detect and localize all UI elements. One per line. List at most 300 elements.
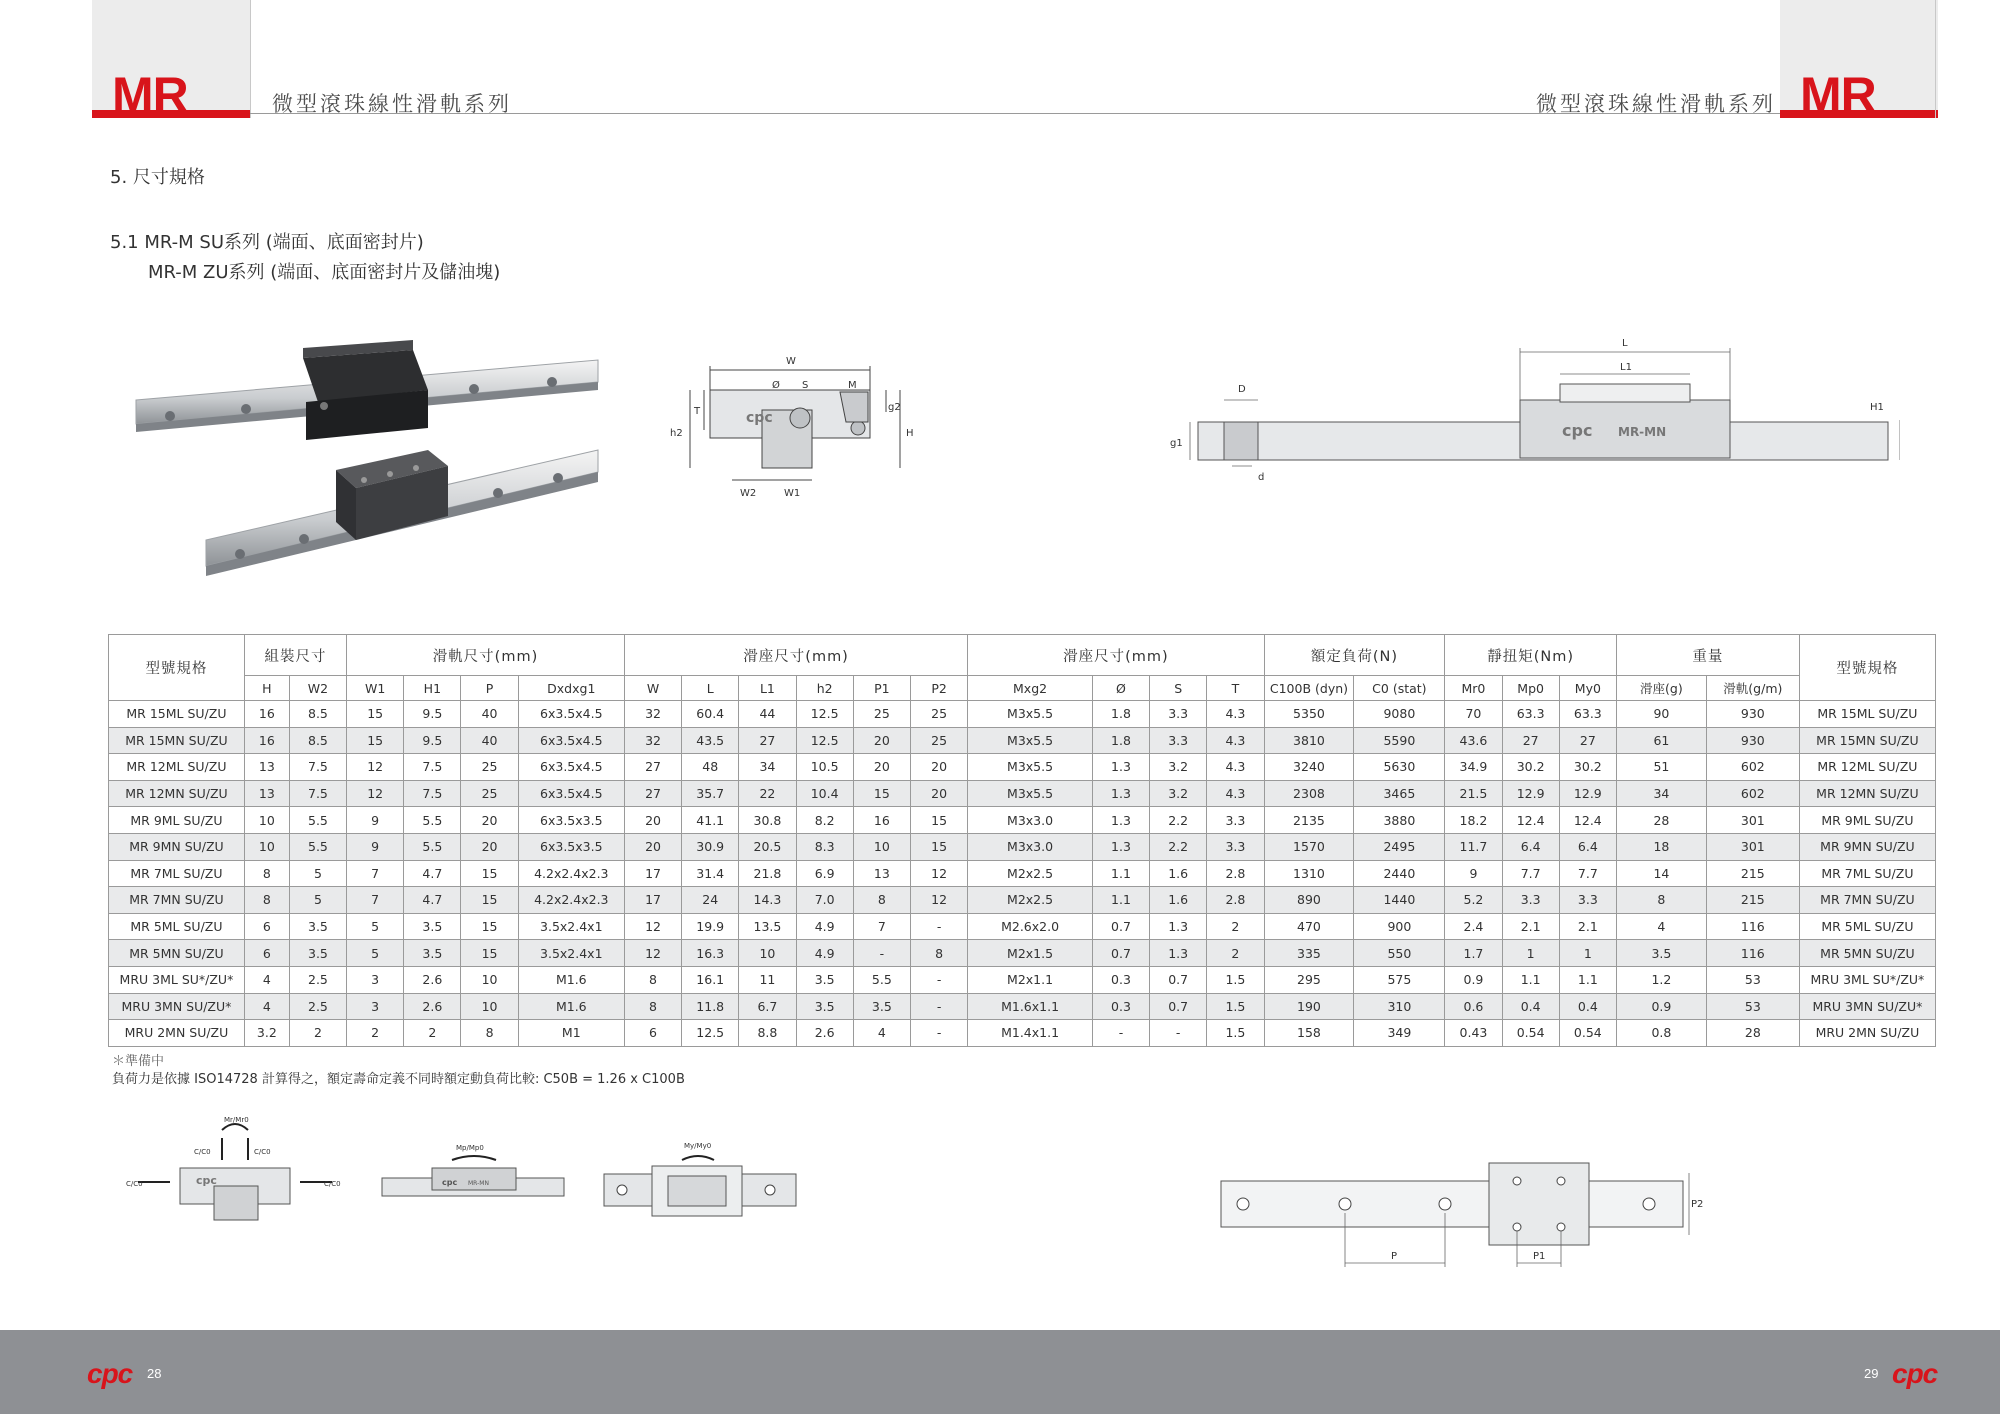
table-cell: 30.8	[739, 807, 796, 834]
col-header: P1	[853, 676, 910, 701]
table-cell: 16.1	[682, 966, 739, 993]
table-cell: 14.3	[739, 887, 796, 914]
note-load-basis: 負荷力是依據 ISO14728 計算得之，額定壽命定義不同時額定動負荷比較: C50B = 1.26 x C100B	[112, 1072, 685, 1087]
table-cell: 3.5	[853, 993, 910, 1020]
table-cell: 16	[244, 701, 289, 728]
table-cell: 12.9	[1559, 780, 1616, 807]
table-cell: 12.5	[796, 727, 853, 754]
subsection-title-2: MR-M ZU系列 (端面、底面密封片及儲油塊)	[148, 262, 501, 283]
table-cell: 3.5	[404, 913, 461, 940]
table-cell: 4.3	[1207, 754, 1264, 781]
table-row	[109, 887, 1936, 914]
table-cell: 2.2	[1150, 807, 1207, 834]
table-cell: 15	[347, 727, 404, 754]
label-my: My/My0	[684, 1142, 712, 1150]
label-M: M	[848, 380, 857, 391]
table-cell: 16	[244, 727, 289, 754]
label-H1: H1	[1870, 402, 1884, 413]
table-cell: 116	[1706, 913, 1799, 940]
page-number-left: 28	[147, 1366, 162, 1381]
table-cell: M1.6	[518, 966, 624, 993]
table-cell: M1.4x1.1	[968, 1020, 1093, 1047]
table-cell: 4.3	[1207, 780, 1264, 807]
table-cell: 12.9	[1502, 780, 1559, 807]
model-cell: MRU 2MN SU/ZU	[1799, 1020, 1935, 1047]
table-cell: 4.9	[796, 940, 853, 967]
page-number-right: 29	[1864, 1366, 1879, 1381]
table-cell: 1.3	[1092, 833, 1149, 860]
label-W: W	[786, 356, 796, 367]
table-cell: 3	[347, 966, 404, 993]
table-cell: 2.2	[1150, 833, 1207, 860]
table-cell: 16	[853, 807, 910, 834]
label-T: T	[694, 406, 701, 417]
col-header: W1	[347, 676, 404, 701]
section-title: 5. 尺寸規格	[110, 167, 205, 188]
table-cell: 31.4	[682, 860, 739, 887]
table-cell: 602	[1706, 754, 1799, 781]
table-cell: 20.5	[739, 833, 796, 860]
table-cell: 158	[1264, 1020, 1354, 1047]
table-cell: 890	[1264, 887, 1354, 914]
table-cell: 21.8	[739, 860, 796, 887]
table-cell: 20	[853, 754, 910, 781]
table-cell: 22	[739, 780, 796, 807]
table-cell: 35.7	[682, 780, 739, 807]
table-cell: 11.8	[682, 993, 739, 1020]
table-cell: 5350	[1264, 701, 1354, 728]
table-cell: 90	[1616, 701, 1706, 728]
model-cell: MR 12ML SU/ZU	[1799, 754, 1935, 781]
table-cell: 3.2	[1150, 754, 1207, 781]
table-row	[109, 913, 1936, 940]
table-cell: 41.1	[682, 807, 739, 834]
table-cell: 21.5	[1445, 780, 1502, 807]
col-header: P2	[910, 676, 967, 701]
table-cell: 43.6	[1445, 727, 1502, 754]
table-cell: 5	[289, 887, 346, 914]
table-cell: 1.1	[1559, 966, 1616, 993]
table-cell: 1.3	[1150, 913, 1207, 940]
label-mp: Mp/Mp0	[456, 1144, 484, 1152]
table-cell: 20	[853, 727, 910, 754]
cross-brand: cpc	[746, 410, 773, 426]
col-group-load: 額定負荷(N)	[1264, 635, 1445, 676]
table-cell: 5	[289, 860, 346, 887]
table-cell: 15	[910, 833, 967, 860]
model-cell: MR 5MN SU/ZU	[109, 940, 245, 967]
model-cell: MR 7MN SU/ZU	[109, 887, 245, 914]
table-cell: 0.54	[1502, 1020, 1559, 1047]
table-cell: 12	[347, 780, 404, 807]
table-cell: 3810	[1264, 727, 1354, 754]
table-cell: 20	[624, 833, 681, 860]
label-c-left-top: C/C0	[194, 1148, 211, 1156]
col-group-weight: 重量	[1616, 635, 1799, 676]
table-cell: 14	[1616, 860, 1706, 887]
col-header: Mr0	[1445, 676, 1502, 701]
table-cell: M2x1.5	[968, 940, 1093, 967]
table-row	[109, 727, 1936, 754]
table-cell: 1.6	[1150, 860, 1207, 887]
model-cell: MR 7ML SU/ZU	[1799, 860, 1935, 887]
table-cell: 8.2	[796, 807, 853, 834]
table-cell: 43.5	[682, 727, 739, 754]
col-group-torque: 靜扭矩(Nm)	[1445, 635, 1617, 676]
table-cell: 25	[853, 701, 910, 728]
table-cell: 0.4	[1559, 993, 1616, 1020]
col-header: W2	[289, 676, 346, 701]
table-cell: 8	[244, 860, 289, 887]
table-cell: 48	[682, 754, 739, 781]
table-cell: 4.3	[1207, 727, 1264, 754]
table-cell: 32	[624, 727, 681, 754]
product-photo	[128, 340, 608, 590]
table-cell: 2	[1207, 913, 1264, 940]
table-cell: 349	[1354, 1020, 1445, 1047]
table-cell: 40	[461, 727, 518, 754]
table-cell: 1.8	[1092, 701, 1149, 728]
table-cell: 18	[1616, 833, 1706, 860]
table-cell: 25	[461, 780, 518, 807]
table-cell: 2.6	[404, 993, 461, 1020]
table-cell: 12	[910, 887, 967, 914]
table-cell: 4.3	[1207, 701, 1264, 728]
table-cell: 6.4	[1502, 833, 1559, 860]
table-cell: 12.4	[1559, 807, 1616, 834]
model-cell: MRU 3MN SU/ZU*	[1799, 993, 1935, 1020]
table-cell: 2135	[1264, 807, 1354, 834]
pitch-brand: cpc	[442, 1178, 458, 1187]
table-cell: 27	[624, 754, 681, 781]
table-cell: 28	[1616, 807, 1706, 834]
label-d: d	[1258, 472, 1265, 483]
table-cell: 2495	[1354, 833, 1445, 860]
table-cell: 8.5	[289, 701, 346, 728]
table-cell: 13	[244, 754, 289, 781]
model-cell: MR 9ML SU/ZU	[109, 807, 245, 834]
table-cell: 7.0	[796, 887, 853, 914]
table-cell: 7.7	[1559, 860, 1616, 887]
table-cell: 34.9	[1445, 754, 1502, 781]
table-cell: 3.5	[1616, 940, 1706, 967]
table-cell: 7.5	[404, 780, 461, 807]
table-cell: 53	[1706, 993, 1799, 1020]
table-cell: 3.5	[289, 940, 346, 967]
table-cell: 3.3	[1150, 727, 1207, 754]
model-cell: MRU 3ML SU*/ZU*	[1799, 966, 1935, 993]
table-row	[109, 993, 1936, 1020]
load-direction-diagram	[118, 1110, 358, 1230]
table-cell: 12	[347, 754, 404, 781]
col-group-assembly: 組裝尺寸	[244, 635, 346, 676]
table-cell: 51	[1616, 754, 1706, 781]
table-cell: 3880	[1354, 807, 1445, 834]
table-cell: 301	[1706, 807, 1799, 834]
table-cell: M2.6x2.0	[968, 913, 1093, 940]
label-c-right-top: C/C0	[254, 1148, 271, 1156]
label-phi: Ø	[772, 380, 780, 391]
table-cell: 63.3	[1559, 701, 1616, 728]
table-cell: M1.6x1.1	[968, 993, 1093, 1020]
table-cell: 8	[1616, 887, 1706, 914]
table-cell: 10	[461, 993, 518, 1020]
table-cell: 1440	[1354, 887, 1445, 914]
col-header: 滑軌(g/m)	[1706, 676, 1799, 701]
col-model-right: 型號規格	[1799, 635, 1935, 701]
table-cell: 27	[1502, 727, 1559, 754]
table-cell: -	[853, 940, 910, 967]
table-cell: 2.6	[404, 966, 461, 993]
table-cell: 18.2	[1445, 807, 1502, 834]
label-c-right: C/C0	[324, 1180, 341, 1188]
table-cell: 3.5x2.4x1	[518, 940, 624, 967]
table-cell: -	[1150, 1020, 1207, 1047]
table-cell: 2	[1207, 940, 1264, 967]
col-header: Dxdxg1	[518, 676, 624, 701]
table-cell: 8	[910, 940, 967, 967]
table-cell: 1570	[1264, 833, 1354, 860]
table-row	[109, 940, 1936, 967]
table-row	[109, 833, 1936, 860]
table-cell: 215	[1706, 887, 1799, 914]
footer-bar	[0, 1330, 2000, 1414]
table-cell: 5.5	[853, 966, 910, 993]
table-cell: 1310	[1264, 860, 1354, 887]
table-cell: 8	[624, 993, 681, 1020]
table-cell: 6x3.5x3.5	[518, 833, 624, 860]
table-cell: 9	[1445, 860, 1502, 887]
table-cell: 12	[910, 860, 967, 887]
table-cell: M1	[518, 1020, 624, 1047]
table-cell: 1	[1559, 940, 1616, 967]
table-cell: 28	[1706, 1020, 1799, 1047]
table-cell: 15	[910, 807, 967, 834]
table-cell: 32	[624, 701, 681, 728]
table-cell: 15	[853, 780, 910, 807]
table-cell: 3465	[1354, 780, 1445, 807]
table-cell: 3.3	[1502, 887, 1559, 914]
cross-section-diagram	[660, 350, 940, 510]
table-cell: 1	[1502, 940, 1559, 967]
series-title-left: 微型滾珠線性滑軌系列	[272, 92, 512, 116]
table-cell: 550	[1354, 940, 1445, 967]
col-header: C100B (dyn)	[1264, 676, 1354, 701]
side-view-diagram	[1160, 330, 1900, 500]
table-cell: 215	[1706, 860, 1799, 887]
table-cell: 4.7	[404, 860, 461, 887]
table-cell: 6	[244, 940, 289, 967]
table-cell: 2.1	[1502, 913, 1559, 940]
table-cell: 17	[624, 860, 681, 887]
table-cell: M3x5.5	[968, 727, 1093, 754]
label-g1: g1	[1170, 438, 1183, 449]
col-group-block-2: 滑座尺寸(mm)	[968, 635, 1264, 676]
table-cell: 60.4	[682, 701, 739, 728]
table-cell: 3.3	[1150, 701, 1207, 728]
table-cell: 40	[461, 701, 518, 728]
label-mr: Mr/Mr0	[224, 1116, 249, 1124]
table-cell: 2.8	[1207, 860, 1264, 887]
table-cell: 1.3	[1092, 807, 1149, 834]
table-cell: 3.5	[796, 966, 853, 993]
table-cell: 5.5	[404, 807, 461, 834]
table-cell: 7.5	[289, 754, 346, 781]
table-cell: 5.2	[1445, 887, 1502, 914]
label-D: D	[1238, 384, 1246, 395]
table-cell: 1.1	[1502, 966, 1559, 993]
table-cell: -	[910, 966, 967, 993]
table-cell: 6.9	[796, 860, 853, 887]
table-cell: 0.3	[1092, 993, 1149, 1020]
table-cell: 10	[244, 807, 289, 834]
table-cell: 2.5	[289, 993, 346, 1020]
table-cell: 15	[461, 887, 518, 914]
model-cell: MR 15ML SU/ZU	[1799, 701, 1935, 728]
table-cell: 13	[853, 860, 910, 887]
table-cell: 8	[853, 887, 910, 914]
table-cell: 2.6	[796, 1020, 853, 1047]
label-S: S	[802, 380, 809, 391]
table-cell: 27	[739, 727, 796, 754]
table-cell: 12	[624, 913, 681, 940]
table-cell: 25	[910, 701, 967, 728]
model-cell: MR 12ML SU/ZU	[109, 754, 245, 781]
table-cell: 3	[347, 993, 404, 1020]
table-cell: M2x2.5	[968, 860, 1093, 887]
logo-right: MR	[1800, 67, 1876, 123]
table-cell: M2x2.5	[968, 887, 1093, 914]
table-cell: 12.5	[796, 701, 853, 728]
table-cell: 0.9	[1616, 993, 1706, 1020]
table-cell: 4.2x2.4x2.3	[518, 887, 624, 914]
table-cell: 9	[347, 833, 404, 860]
table-cell: 4	[244, 993, 289, 1020]
table-cell: 2440	[1354, 860, 1445, 887]
table-cell: 7.7	[1502, 860, 1559, 887]
table-cell: 7	[347, 860, 404, 887]
table-cell: 15	[461, 860, 518, 887]
side-brand: cpc	[1562, 421, 1593, 440]
table-cell: 0.6	[1445, 993, 1502, 1020]
model-cell: MR 12MN SU/ZU	[1799, 780, 1935, 807]
table-cell: -	[910, 913, 967, 940]
col-header: T	[1207, 676, 1264, 701]
col-header: 滑座(g)	[1616, 676, 1706, 701]
table-cell: 6x3.5x3.5	[518, 807, 624, 834]
table-cell: 470	[1264, 913, 1354, 940]
table-cell: 2	[347, 1020, 404, 1047]
table-cell: 8	[244, 887, 289, 914]
col-header: Ø	[1092, 676, 1149, 701]
table-cell: 4	[853, 1020, 910, 1047]
label-W2: W2	[740, 488, 757, 499]
table-cell: 8	[624, 966, 681, 993]
table-cell: 12.5	[682, 1020, 739, 1047]
col-header: h2	[796, 676, 853, 701]
table-cell: 3240	[1264, 754, 1354, 781]
model-cell: MR 5MN SU/ZU	[1799, 940, 1935, 967]
table-cell: 1.1	[1092, 860, 1149, 887]
label-L: L	[1622, 338, 1628, 349]
divider-left	[250, 0, 251, 118]
table-cell: 1.2	[1616, 966, 1706, 993]
table-cell: 0.54	[1559, 1020, 1616, 1047]
table-cell: 1.8	[1092, 727, 1149, 754]
label-P2: P2	[1691, 1199, 1704, 1210]
table-cell: 3.3	[1207, 833, 1264, 860]
label-L1: L1	[1620, 362, 1632, 373]
table-cell: 7	[347, 887, 404, 914]
logo-left: MR	[112, 67, 188, 123]
table-cell: M3x3.0	[968, 833, 1093, 860]
table-cell: 8.3	[796, 833, 853, 860]
table-cell: 20	[624, 807, 681, 834]
label-h2: h2	[670, 428, 683, 439]
table-cell: 7	[853, 913, 910, 940]
table-cell: 6.4	[1559, 833, 1616, 860]
col-header: L1	[739, 676, 796, 701]
table-cell: 1.1	[1092, 887, 1149, 914]
table-cell: 16.3	[682, 940, 739, 967]
table-cell: -	[910, 993, 967, 1020]
table-cell: 6	[624, 1020, 681, 1047]
table-cell: 1.3	[1092, 754, 1149, 781]
col-header: W	[624, 676, 681, 701]
table-cell: 13.5	[739, 913, 796, 940]
table-cell: 25	[461, 754, 518, 781]
table-cell: 20	[461, 807, 518, 834]
table-cell: 6	[244, 913, 289, 940]
rail-pitch-diagram	[1215, 1155, 1705, 1275]
table-cell: 6.7	[739, 993, 796, 1020]
spec-table	[108, 634, 1936, 1047]
table-cell: M3x5.5	[968, 701, 1093, 728]
table-cell: 930	[1706, 727, 1799, 754]
table-cell: 17	[624, 887, 681, 914]
col-header: S	[1150, 676, 1207, 701]
table-cell: 1.5	[1207, 966, 1264, 993]
table-cell: 61	[1616, 727, 1706, 754]
table-row	[109, 754, 1936, 781]
divider-right	[1935, 0, 1936, 118]
col-group-rail: 滑軌尺寸(mm)	[347, 635, 625, 676]
table-row	[109, 807, 1936, 834]
col-header: My0	[1559, 676, 1616, 701]
table-cell: 53	[1706, 966, 1799, 993]
model-cell: MR 9MN SU/ZU	[1799, 833, 1935, 860]
table-cell: 3.3	[1207, 807, 1264, 834]
table-cell: 63.3	[1502, 701, 1559, 728]
model-cell: MR 15ML SU/ZU	[109, 701, 245, 728]
table-cell: 11.7	[1445, 833, 1502, 860]
table-cell: M2x1.1	[968, 966, 1093, 993]
label-W1: W1	[784, 488, 801, 499]
table-cell: -	[1092, 1020, 1149, 1047]
note-preparing: ＊準備中	[112, 1054, 165, 1069]
col-header: H1	[404, 676, 461, 701]
table-cell: M1.6	[518, 993, 624, 1020]
table-cell: 7.5	[289, 780, 346, 807]
table-cell: 335	[1264, 940, 1354, 967]
label-c-left: C/C0	[126, 1180, 143, 1188]
model-cell: MR 7ML SU/ZU	[109, 860, 245, 887]
load-brand: cpc	[196, 1174, 217, 1187]
table-cell: 20	[910, 754, 967, 781]
table-cell: 310	[1354, 993, 1445, 1020]
table-cell: 1.5	[1207, 993, 1264, 1020]
table-cell: 10	[461, 966, 518, 993]
